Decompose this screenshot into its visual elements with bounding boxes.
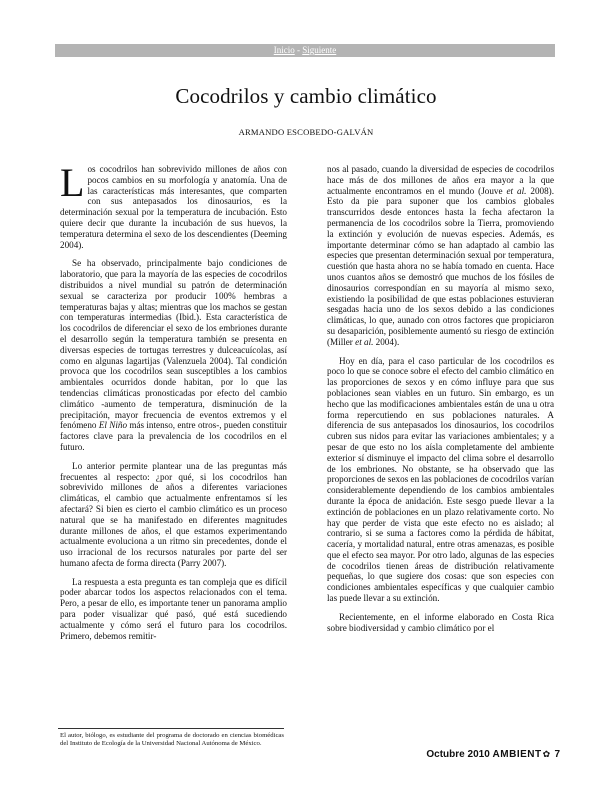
italic-text: et al.: [355, 336, 374, 347]
paragraph: [327, 356, 554, 604]
page-number: 7: [554, 749, 560, 760]
nav-separator: -: [294, 45, 303, 55]
paragraph-text: Se ha observado, principalmente bajo condiciones de laboratorio, que para la mayoría de las especies de cocodrilos distribuidos a nivel mundial su patrón de determinación sexual se caracteriza por producir 100% hembras a temperaturas bajas y altas; mientras que los machos se gestan con temperaturas intermedias (Ibid.). Esta característica de los cocodrilos de diferenciar el sexo de los embriones durante el desarrollo según la temperatura también se presenta en diversas especies de tortugas terrestres y dulceacuícolas, así como en algunas lagartijas (Valenzuela 2004). Tal condición provoca que los cocodrilos sean susceptibles a los cambios ambientales ocurridos donde habitan, por lo que las tendencias climáticas pronosticadas por efecto del cambio climático -aumento de temperatura, disminución de la precipitación, mayor frecuencia de eventos extremos y el fenómeno: [60, 258, 287, 431]
paragraph: [327, 612, 554, 634]
paragraph-text: nos al pasado, cuando la diversidad de especies de cocodrilos hace más de dos millones de años era mayor a la que actualmente encontramos en el mundo (Jouve: [327, 164, 554, 196]
left-column: [60, 160, 287, 641]
nav-link-siguiente[interactable]: Siguiente: [302, 45, 337, 55]
paragraph-text: 2004).: [373, 336, 400, 347]
footnote: El autor, biólogo, es estudiante del programa de doctorado en ciencias biomédicas del Instituto de Ecología de la Universidad Nacional Autónoma de México.: [60, 732, 284, 748]
italic-text: et al.: [506, 185, 527, 196]
page-footer: [426, 749, 560, 760]
article-title: Cocodrilos y cambio climático: [175, 84, 437, 108]
paragraph-text: Lo anterior permite plantear una de las preguntas más frecuentes al respecto: ¿por qué, si los cocodrilos han sobrevivido millones de años a diferentes variaciones climáticas, el cambio que actualmente enfrentamos sí les afectará? Si bien es cierto el cambio climático es un proceso natural que se ha manifestado en diferentes magnitudes durante millones de años, el que estamos experimentando actualmente evoluciona a un ritmo sin precedentes, donde el uso irracional de los recursos naturales por parte del ser humano afecta de forma directa (Parry 2007).: [60, 460, 287, 568]
paragraph: [60, 577, 287, 642]
navigation-bar: [55, 44, 555, 57]
drop-cap: L: [60, 160, 85, 205]
paragraph: [60, 258, 287, 452]
right-column: [327, 164, 554, 633]
magazine-brand: [493, 749, 552, 760]
footnote-divider: [58, 728, 284, 729]
italic-text: El Niño: [98, 420, 128, 431]
paragraph: [327, 164, 554, 348]
paragraph-text: 2008). Esto da pie para suponer que los cambios globales transcurridos desde entonces hasta la fecha afectaron la permanencia de los cocodrilos sobre la Tierra, promoviendo la extinción y evolución de nuevas especies. Además, es importante determinar cómo se han adaptado al cambio las especies que presentan determinación sexual por temperatura, cuestión que hasta ahora no se había tomado en cuenta. Hace unos cuantos años se demostró que muchos de los fósiles de dinosaurios correspondían en su mayoría al mismo sexo, existiendo la posibilidad de que estas poblaciones estuvieran sesgadas hacia uno de los sexos debido a las condiciones climáticas, lo que, aunado con otros factores que propiciaron su desaparición, posiblemente aumentó su riesgo de extinción (Miller: [327, 185, 554, 347]
issue-date: Octubre 2010: [426, 749, 490, 760]
flower-icon: ✿: [542, 749, 551, 759]
paragraph-text: más intenso, entre otros-, pueden constituir factores clave para la prevalencia de los cocodrilos en el futuro.: [60, 420, 287, 452]
brand-text: AMBIENT: [492, 749, 542, 760]
nav-links: [55, 44, 555, 57]
paragraph-text: Recientemente, en el informe elaborado en Costa Rica sobre biodiversidad y cambio climático por el: [327, 611, 554, 633]
nav-link-inicio[interactable]: Inicio: [273, 45, 295, 55]
paragraph-text: Hoy en día, para el caso particular de los cocodrilos es poco lo que se conoce sobre el efecto del cambio climático en las proporciones de sexos y en cómo influye para que sus poblaciones sean viables en un futuro. Sin embargo, es un hecho que las modificaciones ambientales están de una u otra forma repercutiendo en sus poblaciones naturales. A diferencia de sus antepasados los dinosaurios, los cocodrilos cubren sus nidos para evitar las variaciones ambientales; y a pesar de que esto no los aísla completamente del ambiente exterior sí disminuye el impacto del clima sobre el desarrollo de los embriones. No obstante, se ha observado que las proporciones de sexos en las poblaciones de cocodrilos varían considerablemente dependiendo de los cambios ambientales durante la época de anidación. Este sesgo puede llevar a la extinción de poblaciones en un plazo relativamente corto. No hay que perder de vista que este efecto no es aislado; al contrario, si se suma a factores como la pérdida de hábitat, cacería, y mortalidad natural, entre otras amenazas, es posible que el efecto sea mayor. Por otro lado, algunas de las especies de cocodrilos tienen áreas de distribución relativamente pequeñas, lo que sugiere dos cosas: que son especies con condiciones ambientales específicas y que cualquier cambio las puede llevar a su extinción.: [327, 355, 554, 604]
paragraph-text: La respuesta a esta pregunta es tan compleja que es difícil poder abarcar todos los aspectos relacionados con el tema. Pero, a pesar de ello, es importante tener un panorama amplio para poder visualizar qué pasó, qué está sucediendo actualmente y cómo será el futuro para los cocodrilos. Primero, debemos remitir-: [60, 576, 287, 641]
paragraph: [60, 461, 287, 569]
paragraph-text: os cocodrilos han sobrevivido millones de años con pocos cambios en su morfología y anatomía. Una de las características más interesantes, que comparten con sus antepasados los dinosaurios, es la determinación sexual por la temperatura de incubación. Esto quiere decir que durante la incubación de sus huevos, la temperatura determina el sexo de los descendientes (Deeming 2004).: [60, 164, 287, 250]
article-author: ARMANDO ESCOBEDO-GALVÁN: [238, 127, 374, 137]
paragraph: [60, 160, 287, 250]
